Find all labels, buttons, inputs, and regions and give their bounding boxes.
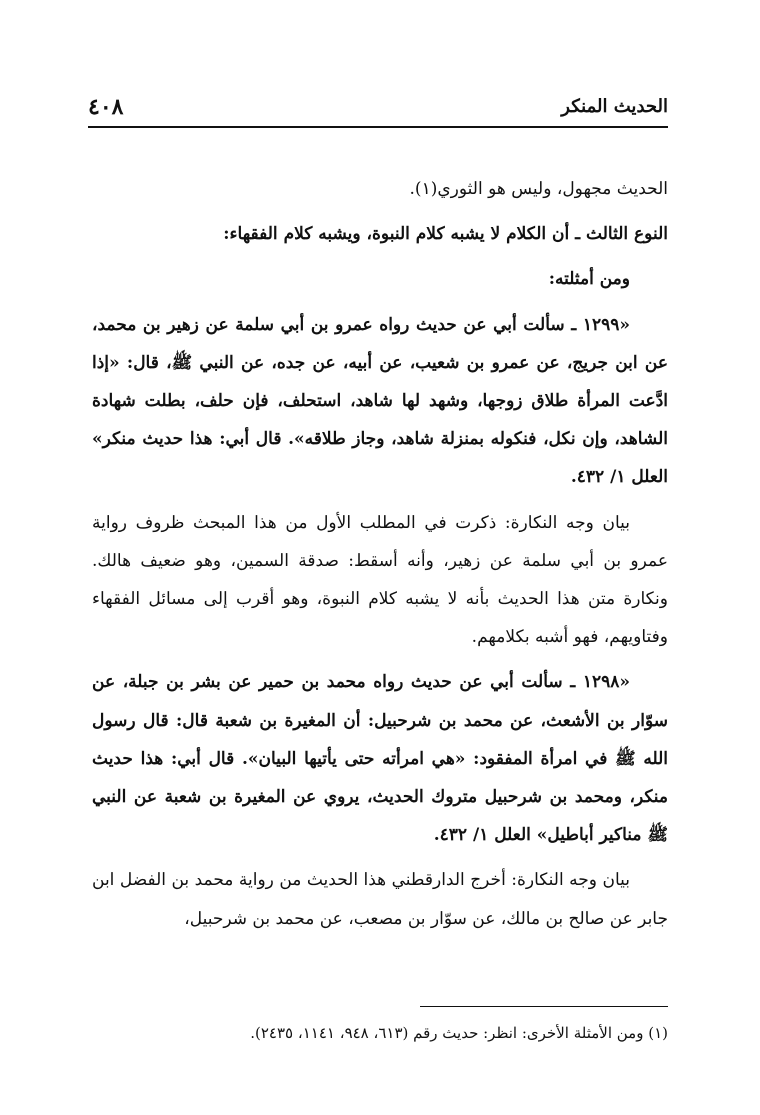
footnote: (١) ومن الأمثلة الأخرى: انظر: حديث رقم (٦١٣، ٩٤٨، ١١٤١، ٢٤٣٥). bbox=[250, 1024, 668, 1042]
explanation-1299: بيان وجه النكارة: ذكرت في المطلب الأول من هذا المبحث ظروف رواية عمرو بن أبي سلمة عن زهير، وأنه أسقط: صدقة السمين، وهو ضعيف هالك. ونكارة متن هذا الحديث بأنه لا يشبه كلام النبوة، وهو أقرب إلى مسائل الفقهاء وفتاويهم، فهو أشبه بكلامهم. bbox=[92, 512, 668, 648]
explanation-1298: بيان وجه النكارة: أخرج الدارقطني هذا الحديث من رواية محمد بن الفضل ابن جابر عن صالح بن مالك، عن سوّار بن مصعب، عن محمد بن شرحبيل، bbox=[92, 870, 668, 929]
running-title: الحديث المنكر bbox=[561, 96, 668, 117]
header-rule bbox=[88, 126, 668, 128]
section-heading: النوع الثالث ـ أن الكلام لا يشبه كلام النبوة، ويشبه كلام الفقهاء: bbox=[223, 224, 668, 245]
examples-heading: ومن أمثلته: bbox=[548, 269, 630, 290]
footnote-rule bbox=[420, 1006, 668, 1007]
hadith-1299: «١٢٩٩ ـ سألت أبي عن حديث رواه عمرو بن أبي سلمة عن زهير بن محمد، عن ابن جريج، عن عمرو بن شعيب، عن أبيه، عن جده، عن النبي ﷺ، قال: «إذا ادَّعت المرأة طلاق زوجها، وشهد لها شاهد، استحلف، فإن حلف، بطلت شهادة الشاهد، وإن نكل، فنكوله بمنزلة شاهد، وجاز طلاقه». قال أبي: هذا حديث منكر» العلل ١/ ٤٣٢. bbox=[92, 314, 668, 488]
paragraph-intro: الحديث مجهول، وليس هو الثوري(١). bbox=[409, 179, 668, 199]
hadith-1298: «١٢٩٨ ـ سألت أبي عن حديث رواه محمد بن حمير عن بشر بن جبلة، عن سوّار بن الأشعث، عن محمد بن شرحبيل: أن المغيرة بن شعبة قال: قال رسول الله ﷺ في امرأة المفقود: «هي امرأته حتى يأتيها البيان». قال أبي: هذا حديث منكر، ومحمد بن شرحبيل متروك الحديث، يروي عن المغيرة بن شعبة عن النبي ﷺ مناكير أباطيل» العلل ١/ ٤٣٢. bbox=[92, 672, 668, 846]
page-number: ٤٠٨ bbox=[88, 94, 124, 120]
page-header bbox=[88, 92, 668, 126]
body-text bbox=[92, 170, 668, 945]
